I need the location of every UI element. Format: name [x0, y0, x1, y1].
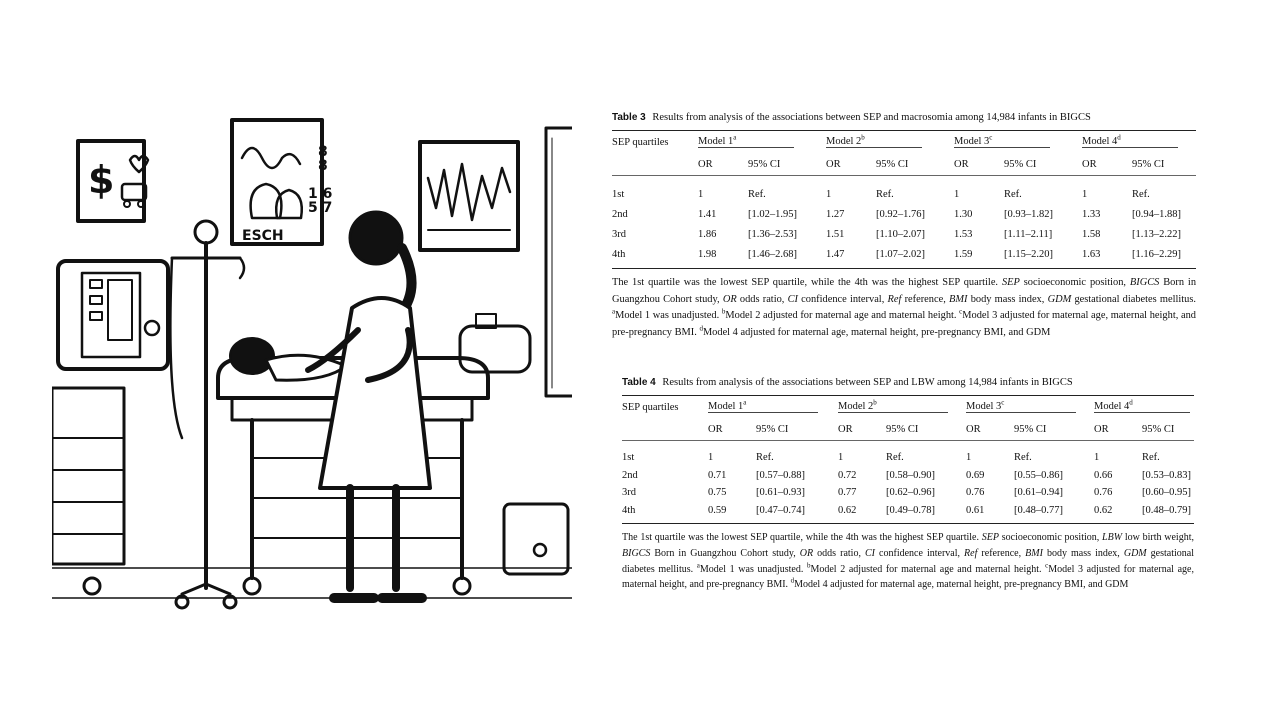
ci-header: 95% CI — [1132, 158, 1165, 170]
data-table — [612, 131, 1196, 175]
model-header: Model 4$^d$ — [1082, 131, 1196, 153]
table-row: 4th 1.98 [1.46–2.68] 1.47 [1.07–2.02] 1.59 [1.15–2.20] 1.63 [1.16–2.29] — [612, 248, 1181, 260]
or-header: OR — [708, 423, 723, 435]
table-label: Table 3 — [612, 112, 646, 123]
nurse-infant-illustration — [52, 98, 572, 646]
or-header: OR — [966, 423, 981, 435]
svg-text:1 6: 1 6 — [308, 186, 333, 202]
model-header: Model 4$^d$ — [1094, 396, 1194, 418]
or-header: OR — [698, 158, 713, 170]
data-table — [622, 396, 1194, 440]
table-title: Results from analysis of the associations between SEP and LBW among 14,984 infants in BIGCS — [662, 377, 1073, 388]
model-header: Model 3$^c$ — [954, 131, 1082, 153]
svg-text:5 7: 5 7 — [308, 200, 333, 216]
model-header: Model 2$^b$ — [838, 396, 966, 418]
table-row: 2nd 1.41 [1.02–1.95] 1.27 [0.92–1.76] 1.30 [0.93–1.82] 1.33 [0.94–1.88] — [612, 208, 1181, 220]
ci-header: 95% CI — [756, 423, 789, 435]
or-header: OR — [1094, 423, 1109, 435]
svg-text:$: $ — [88, 158, 115, 202]
table-footnote: The 1st quartile was the lowest SEP quartile, while the 4th was the highest SEP quartile. SEP socioeconomic position, LBW low birth weight, BIGCS Born in Guangzhou Cohort study, OR odds ratio, CI confidence interval, Ref reference, BMI body mass index, GDM gestational diabetes mellitus. $^a$Model 1 was unadjusted. $^b$Model 2 adjusted for maternal age and maternal height. $^c$Model 3 adjusted for maternal age, maternal height, and pre-pregnancy BMI. $^d$Model 4 adjusted for maternal age, maternal height, pre-pregnancy BMI, and GDM — [622, 532, 1194, 591]
ci-header: 95% CI — [886, 423, 919, 435]
svg-text:8: 8 — [318, 158, 328, 174]
table-title: Results from analysis of the associations between SEP and macrosomia among 14,984 infants in BIGCS — [652, 112, 1091, 123]
model-header: Model 2$^b$ — [826, 131, 954, 153]
table-label: Table 4 — [622, 377, 656, 388]
ci-header: 95% CI — [876, 158, 909, 170]
or-header: OR — [1082, 158, 1097, 170]
model-header: Model 3$^c$ — [966, 396, 1094, 418]
table-row: 3rd 1.86 [1.36–2.53] 1.51 [1.10–2.07] 1.53 [1.11–2.11] 1.58 [1.13–2.22] — [612, 228, 1181, 240]
sep-quartiles-header: SEP quartiles — [612, 136, 669, 148]
ci-header: 95% CI — [1142, 423, 1175, 435]
table-footnote: The 1st quartile was the lowest SEP quartile, while the 4th was the highest SEP quartile. SEP socioeconomic position, BIGCS Born in Guangzhou Cohort study, OR odds ratio, CI confidence interval, Ref reference, BMI body mass index, GDM gestational diabetes mellitus. $^a$Model 1 was unadjusted. $^b$Model 2 adjusted for maternal age and maternal height. $^c$Model 3 adjusted for maternal age, maternal height, and pre-pregnancy BMI. $^d$Model 4 adjusted for maternal age, maternal height, pre-pregnancy BMI, and GDM — [612, 277, 1197, 338]
table-3 — [612, 112, 1196, 341]
sep-quartiles-header: SEP quartiles — [622, 401, 679, 413]
poster-text: ESCH — [242, 228, 284, 244]
table-row: 2nd 0.71 [0.57–0.88] 0.72 [0.58–0.90] 0.69 [0.55–0.86] 0.66 [0.53–0.83] — [622, 469, 1191, 481]
ci-header: 95% CI — [748, 158, 781, 170]
table-caption — [612, 112, 1196, 123]
svg-text:8: 8 — [318, 144, 328, 160]
table-row: 1st 1 Ref. 1 Ref. 1 Ref. 1 Ref. — [612, 188, 1150, 200]
ci-header: 95% CI — [1004, 158, 1037, 170]
model-header: Model 1$^a$ — [708, 396, 838, 418]
ci-header: 95% CI — [1014, 423, 1047, 435]
or-header: OR — [838, 423, 853, 435]
table-row: 1st 1 Ref. 1 Ref. 1 Ref. 1 Ref. — [622, 452, 1160, 464]
data-table-body — [612, 176, 1196, 264]
model-header: Model 1$^a$ — [698, 131, 826, 153]
table-row: 3rd 0.75 [0.61–0.93] 0.77 [0.62–0.96] 0.76 [0.61–0.94] 0.76 [0.60–0.95] — [622, 487, 1191, 499]
table-row: 4th 0.59 [0.47–0.74] 0.62 [0.49–0.78] 0.61 [0.48–0.77] 0.62 [0.48–0.79] — [622, 504, 1191, 516]
table-4 — [622, 377, 1194, 593]
or-header: OR — [954, 158, 969, 170]
or-header: OR — [826, 158, 841, 170]
table-caption — [622, 377, 1194, 388]
data-table-body — [622, 441, 1194, 519]
